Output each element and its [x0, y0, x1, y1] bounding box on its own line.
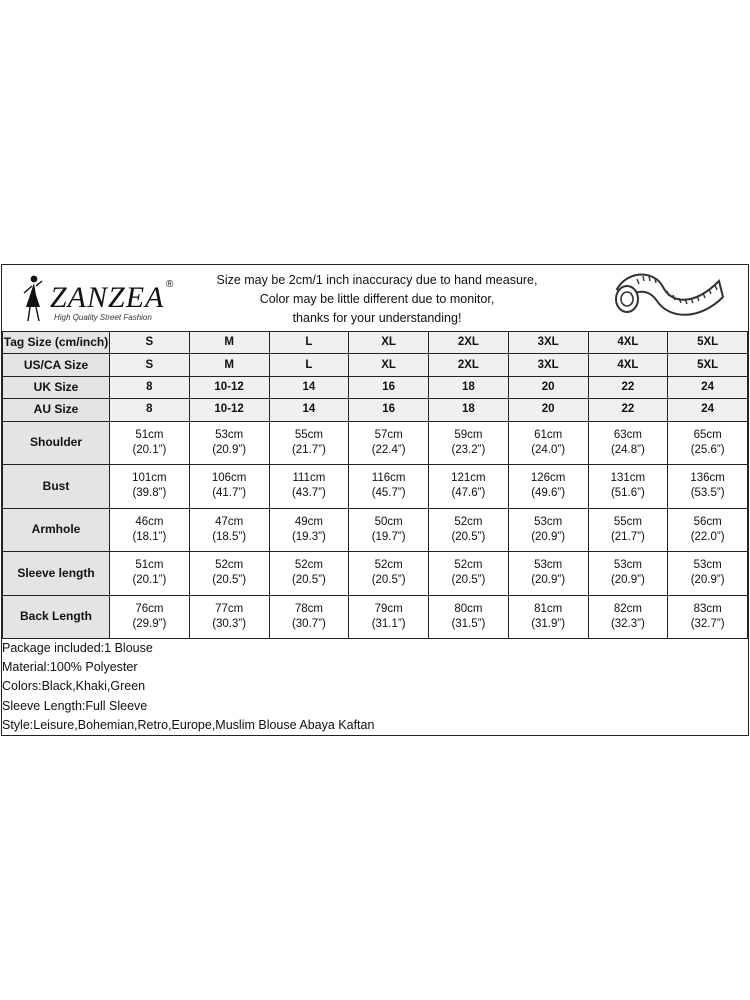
table-row: [3, 332, 748, 354]
cm-value: 63cm: [613, 428, 642, 441]
size-cell: 16: [349, 376, 429, 398]
brand-tagline: High Quality Street Fashion: [54, 313, 152, 322]
cm-value: 49cm: [294, 515, 323, 528]
size-table: [2, 331, 748, 639]
cm-value: 52cm: [454, 515, 483, 528]
cm-value: 55cm: [294, 428, 323, 441]
measuring-tape-icon: [607, 267, 727, 329]
cm-value: 59cm: [454, 428, 483, 441]
cm-value: 65cm: [693, 428, 722, 441]
inch-value: (39.8”): [132, 487, 167, 500]
cm-value: 52cm: [294, 559, 323, 572]
brand-logo: [20, 271, 190, 327]
inch-value: (22.4”): [371, 443, 406, 456]
row-label: UK Size: [3, 376, 110, 398]
size-cell: 24: [668, 399, 748, 421]
cm-value: 126cm: [530, 472, 566, 485]
measurement-cell: [349, 508, 429, 551]
measurement-cell: [269, 595, 349, 638]
measurement-cell: [429, 465, 509, 508]
measurement-cell: [668, 552, 748, 595]
table-row: [3, 465, 748, 508]
cm-value: 57cm: [374, 428, 403, 441]
cm-value: 106cm: [211, 472, 247, 485]
cm-value: 111cm: [292, 472, 326, 485]
cm-value: 46cm: [135, 515, 164, 528]
size-cell: 16: [349, 399, 429, 421]
cm-value: 56cm: [693, 515, 722, 528]
size-cell: 4XL: [588, 354, 668, 376]
table-row: [3, 354, 748, 376]
table-row: [3, 552, 748, 595]
inch-value: (20.9”): [531, 530, 566, 543]
inch-value: (23.2”): [451, 443, 486, 456]
row-label: Shoulder: [3, 421, 110, 464]
measurement-cell: [189, 595, 269, 638]
notice-line: Size may be 2cm/1 inch inaccuracy due to hand measure,: [216, 273, 538, 287]
inch-value: (32.3”): [610, 617, 645, 630]
info-line: Sleeve Length:Full Sleeve: [2, 698, 148, 713]
cm-value: 131cm: [610, 472, 646, 485]
cm-value: 79cm: [374, 602, 403, 615]
measurement-cell: [110, 421, 190, 464]
inch-value: (20.5”): [451, 574, 486, 587]
inch-value: (51.6”): [610, 487, 645, 500]
cm-value: 53cm: [215, 428, 244, 441]
measurement-cell: [110, 508, 190, 551]
inch-value: (45.7”): [371, 487, 406, 500]
inch-value: (20.5”): [212, 574, 247, 587]
size-cell: XL: [349, 332, 429, 354]
size-cell: M: [189, 332, 269, 354]
inch-value: (49.6”): [531, 487, 566, 500]
inch-value: (24.8”): [610, 443, 645, 456]
row-label: Armhole: [3, 508, 110, 551]
cm-value: 52cm: [454, 559, 483, 572]
table-row: [3, 421, 748, 464]
size-cell: S: [110, 332, 190, 354]
size-cell: S: [110, 354, 190, 376]
measurement-cell: [110, 465, 190, 508]
table-row: [3, 399, 748, 421]
inch-value: (25.6”): [690, 443, 725, 456]
measurement-cell: [588, 465, 668, 508]
inch-value: (31.1”): [371, 617, 406, 630]
inch-value: (53.5”): [690, 487, 725, 500]
row-label: Bust: [3, 465, 110, 508]
measurement-cell: [269, 465, 349, 508]
size-cell: 3XL: [508, 332, 588, 354]
inch-value: (41.7”): [212, 487, 247, 500]
table-row: [3, 376, 748, 398]
inch-value: (31.9”): [531, 617, 566, 630]
measurement-cell: [110, 552, 190, 595]
cm-value: 53cm: [693, 559, 722, 572]
fashion-figure-icon: [20, 273, 52, 323]
measurement-cell: [429, 508, 509, 551]
inch-value: (18.1”): [132, 530, 167, 543]
cm-value: 78cm: [294, 602, 323, 615]
size-cell: 5XL: [668, 332, 748, 354]
info-line: Package included:1 Blouse: [2, 641, 153, 655]
row-label: Sleeve length: [3, 552, 110, 595]
inch-value: (20.1”): [132, 574, 167, 587]
size-chart: [1, 264, 749, 736]
registered-mark: ®: [166, 279, 174, 290]
inch-value: (24.0”): [531, 443, 566, 456]
size-cell: 14: [269, 399, 349, 421]
measurement-cell: [429, 552, 509, 595]
size-cell: 20: [508, 376, 588, 398]
cm-value: 53cm: [534, 559, 563, 572]
cm-value: 47cm: [215, 515, 244, 528]
measurement-cell: [588, 508, 668, 551]
size-cell: 2XL: [429, 332, 509, 354]
measurement-cell: [668, 595, 748, 638]
table-row: [3, 508, 748, 551]
measurement-cell: [189, 508, 269, 551]
brand-name: ZANZEA: [50, 281, 165, 314]
size-cell: 22: [588, 399, 668, 421]
measurement-cell: [508, 595, 588, 638]
inch-value: (29.9”): [132, 617, 167, 630]
chart-header: [2, 265, 748, 332]
measurement-cell: [429, 595, 509, 638]
measurement-cell: [189, 465, 269, 508]
cm-value: 76cm: [135, 602, 164, 615]
size-cell: XL: [349, 354, 429, 376]
measurement-cell: [668, 508, 748, 551]
cm-value: 83cm: [693, 602, 722, 615]
cm-value: 82cm: [613, 602, 642, 615]
measurement-cell: [588, 421, 668, 464]
cm-value: 52cm: [215, 559, 244, 572]
size-cell: 24: [668, 376, 748, 398]
inch-value: (20.1”): [132, 443, 167, 456]
notice-line: Color may be little different due to monitor,: [259, 292, 495, 306]
measurement-cell: [269, 552, 349, 595]
size-cell: 18: [429, 376, 509, 398]
inch-value: (19.3”): [291, 530, 326, 543]
inch-value: (30.3”): [212, 617, 247, 630]
inch-value: (20.9”): [212, 443, 247, 456]
row-label: Back Length: [3, 595, 110, 638]
measurement-cell: [189, 552, 269, 595]
size-cell: 2XL: [429, 354, 509, 376]
inch-value: (43.7”): [291, 487, 326, 500]
cm-value: 51cm: [135, 559, 164, 572]
cm-value: 50cm: [374, 515, 403, 528]
measurement-cell: [110, 595, 190, 638]
size-cell: 5XL: [668, 354, 748, 376]
inch-value: (22.0”): [690, 530, 725, 543]
measurement-cell: [508, 508, 588, 551]
size-cell: 3XL: [508, 354, 588, 376]
inch-value: (20.5”): [291, 574, 326, 587]
inch-value: (32.7”): [690, 617, 725, 630]
measurement-cell: [349, 552, 429, 595]
cm-value: 55cm: [613, 515, 642, 528]
measurement-cell: [588, 595, 668, 638]
inch-value: (21.7”): [291, 443, 326, 456]
info-line: Colors:Black,Khaki,Green: [2, 679, 146, 694]
info-line: Material:100% Polyester: [2, 660, 138, 675]
cm-value: 136cm: [690, 472, 725, 485]
inch-value: (47.6”): [451, 487, 486, 500]
inch-value: (20.9”): [531, 574, 566, 587]
inch-value: (31.5”): [451, 617, 486, 630]
size-cell: L: [269, 332, 349, 354]
measurement-cell: [668, 421, 748, 464]
cm-value: 81cm: [534, 602, 563, 615]
size-cell: 10-12: [189, 399, 269, 421]
inch-value: (20.9”): [690, 574, 725, 587]
measurement-cell: [269, 421, 349, 464]
size-cell: 4XL: [588, 332, 668, 354]
measurement-cell: [668, 465, 748, 508]
size-cell: 8: [110, 376, 190, 398]
measurement-rows: [3, 421, 748, 638]
product-info: [2, 639, 748, 735]
cm-value: 51cm: [135, 428, 164, 441]
size-cell: 10-12: [189, 376, 269, 398]
measurement-cell: [508, 552, 588, 595]
cm-value: 77cm: [215, 602, 244, 615]
measurement-cell: [508, 421, 588, 464]
row-label: AU Size: [3, 399, 110, 421]
size-cell: 22: [588, 376, 668, 398]
size-cell: 14: [269, 376, 349, 398]
cm-value: 101cm: [132, 472, 167, 485]
cm-value: 52cm: [374, 559, 403, 572]
inch-value: (30.7”): [291, 617, 326, 630]
measurement-cell: [508, 465, 588, 508]
inch-value: (20.5”): [371, 574, 406, 587]
measurement-notice: [182, 271, 572, 328]
measurement-cell: [588, 552, 668, 595]
cm-value: 121cm: [451, 472, 486, 485]
cm-value: 61cm: [534, 428, 563, 441]
measurement-cell: [269, 508, 349, 551]
measurement-cell: [349, 595, 429, 638]
cm-value: 80cm: [454, 602, 483, 615]
cm-value: 53cm: [534, 515, 563, 528]
measurement-cell: [349, 421, 429, 464]
inch-value: (20.5”): [451, 530, 486, 543]
size-cell: 20: [508, 399, 588, 421]
measurement-cell: [429, 421, 509, 464]
row-label: Tag Size (cm/inch): [3, 332, 110, 354]
table-row: [3, 595, 748, 638]
cm-value: 53cm: [613, 559, 642, 572]
row-label: US/CA Size: [3, 354, 110, 376]
size-cell: M: [189, 354, 269, 376]
notice-line: thanks for your understanding!: [292, 311, 462, 325]
inch-value: (20.9”): [610, 574, 645, 587]
inch-value: (21.7”): [610, 530, 645, 543]
inch-value: (19.7”): [371, 530, 406, 543]
measurement-cell: [349, 465, 429, 508]
inch-value: (18.5”): [212, 530, 247, 543]
size-cell: 18: [429, 399, 509, 421]
info-line: Style:Leisure,Bohemian,Retro,Europe,Muslim Blouse Abaya Kaftan: [2, 717, 375, 732]
cm-value: 116cm: [371, 472, 406, 485]
size-cell: 8: [110, 399, 190, 421]
measurement-cell: [189, 421, 269, 464]
size-cell: L: [269, 354, 349, 376]
